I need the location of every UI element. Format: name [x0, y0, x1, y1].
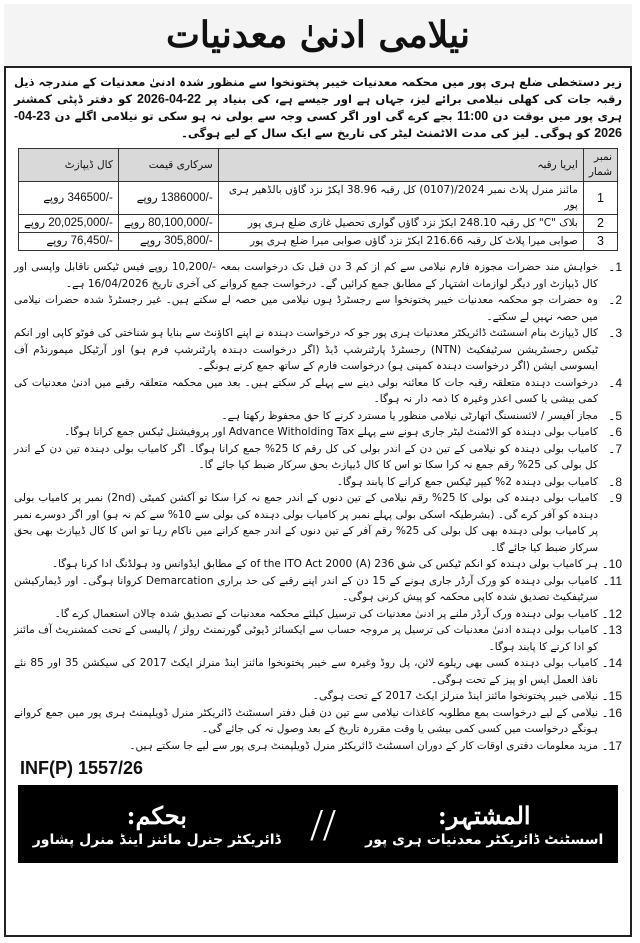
item-text: کامیاب بولی دہندہ ورک آرڈر ملنے پر ادنیٰ معدنیات کی ترسیل کیلئے محکمہ معدنیات کے تصدیق شدہ چالان استعمال کرے گا۔: [54, 607, 598, 620]
cell-deposit: -/20,025,000 روپے: [19, 215, 119, 233]
order-label: بحکم:: [126, 801, 187, 830]
list-item: [14, 738, 622, 755]
item-text: کامیاب بولی دہندہ 2% کیپر ٹیکس جمع کرانے کا پابند ہوگا۔: [336, 475, 598, 488]
list-item: [14, 424, 622, 441]
item-text: نیلامی کے لیے درخواست بمع مطلوبہ کاغذات نیلامی سے تین دن قبل دفتر اسسٹنٹ ڈائریکٹر منرل ڈویلپمنٹ ہری پور میں جمع کروانے ہونگے درخواست میں کسی کمی بیشی یا وقت مقررہ تاریخ کے بعد وصول نہ کی جائے گی۔: [14, 706, 598, 735]
col-price: سرکاری قیمت: [118, 149, 218, 182]
item-text: کامیاب بولی دہندہ کو ورک آرڈر جاری ہونے کے 15 دن کے اندر اپنے رقبے کی حد براری Demarcation کروانا ہوگی۔ اور ڈیمارکیشن سرٹیفکیٹ تصدیق شدہ کاپی محکمہ کو پیش کرنی ہوگی۔: [14, 574, 598, 603]
intro-text: زیر دستخطی ضلع ہری پور میں محکمہ معدنیات خیبر پختونخوا سے منظور شدہ ادنیٰ معدنیات کے مندرجہ ذیل رقبہ جات کی کھلی نیلامی برائے لیز، جہاں ہے اور جیسے ہے، کی بنیاد پر: [14, 75, 622, 106]
notice-title: نیلامی ادنیٰ معدنیات: [4, 4, 632, 68]
cell-price: -/80,100,000 روپے: [118, 215, 218, 233]
signature-box: [18, 785, 618, 863]
cell-area: مائنز منرل پلاٹ نمبر 2024/(0107) کل رقبہ 38.96 ایکڑ نزد گاؤں بالڈھیر ہری پور: [218, 182, 583, 215]
list-item: [14, 441, 622, 474]
item-text: کامیاب بولی دہندہ کو الاٹمنٹ لیٹر جاری ہونے سے پہلے Advance Witholding Tax اور پروفیشنل ٹیکس جمع کرانا ہوگا۔: [64, 426, 598, 438]
list-item: [14, 259, 622, 292]
item-number: 13۔: [601, 623, 622, 637]
item-number: 10۔: [601, 557, 622, 571]
notice-body: [4, 4, 632, 863]
alternate-date: 23-04-2026: [14, 109, 622, 140]
item-number: 4۔: [608, 375, 622, 390]
item-text: کامیاب بولی دہندہ ادنیٰ معدنیات کی ترسیل پر مروجہ حساب سے ایکسائز ڈیوٹی گورنمنٹ رولز / پالیسی کے تحت کمشنریٹ آف مائنز کو ادا کرنے کا پابند ہوگا۔: [14, 624, 598, 653]
cell-price: -/305,800 روپے: [118, 233, 218, 251]
cell-price: -/1386000 روپے: [118, 182, 218, 215]
item-text: کامیاب بولی دہندہ کو نیلامی کے تین دن کے اندر بولی کی کل رقم کا 25% جمع کرانا ہوگا۔ اگر کامیاب بولی دہندہ تین دن کے اندر کل بولی کی 25% رقم جمع نہ کرا سکا تو اس کا کال ڈیپازٹ بحق سرکار ضبط کیا جائے گا۔: [14, 442, 598, 471]
list-item: [14, 474, 622, 491]
plots-table: [18, 148, 618, 251]
list-item: [14, 292, 622, 325]
cell-deposit: -/76,450 روپے: [19, 233, 119, 251]
table-row: [19, 233, 618, 251]
divider-slashes: //: [310, 798, 336, 850]
cell-number: 3: [583, 233, 617, 251]
conditions-list: [14, 259, 622, 754]
table-header-row: [19, 149, 618, 182]
auction-date: 22-04-2026: [137, 92, 201, 106]
item-text: مجاز آفیسر / لائسنسنگ اتھارٹی نیلامی منظور یا مسترد کرنے کا حق محفوظ رکھتا ہے۔: [221, 409, 598, 422]
intro-text: کو دفتر ڈپٹی کمشنر ہری پور میں بوقت دن: [14, 92, 622, 123]
list-item: [14, 655, 622, 688]
item-text: کامیاب بولی دہندہ کی بولی کا 25% رقم نیلامی کے تین دنوں کے اندر جمع نہ کرا سکا تو آکشن کمیٹی (2nd) نمبر پر کامیاب بولی دہندہ کو آفر کرے گی۔ (بشرطیکہ اسکی بولی پہلے نمبر پر کامیاب بولی دہندہ کی بولی سے 10% سے کم نہ ہو) اور اگر دوسرے نمبر پر کامیاب بولی دہندہ بھی کل بولی کی 25% رقم آفر کے تین دنوں کے اندر جمع کرانے میں ناکام رہا تو اس کا کال ڈیپازٹ بھی بحق سرکار ضبط کیا جائے گا۔: [14, 492, 599, 554]
item-number: 9۔: [608, 491, 622, 505]
item-text: کامیاب بولی دہندہ کسی بھی ریلوے لائن، پل روڈ وغیرہ سے خیبر پختونخوا مائنز اینڈ منرلز ایکٹ 2017 کی سیکشن 35 اور 85 نئے نافذ العمل ایس او پیز کے تحت ہوگی۔: [14, 657, 598, 686]
list-item: [14, 622, 622, 655]
list-item: [14, 688, 622, 705]
cell-deposit: -/346500 روپے: [19, 182, 119, 215]
col-number: نمبر شمار: [583, 149, 617, 182]
order-authority: ڈائریکٹر جنرل مائنز اینڈ منرل پشاور: [32, 832, 281, 848]
item-text: ہر کامیاب بولی دہندہ کو انکم ٹیکس کی شق 236 (A) of the ITO Act 2000 کے مطابق ایڈوانس ود ہولڈنگ ادا کرنا ہوگا۔: [51, 558, 598, 570]
item-number: 2۔: [608, 293, 622, 307]
item-number: 7۔: [608, 441, 622, 456]
col-deposit: کال ڈیپازٹ: [19, 149, 119, 182]
advertiser-name: اسسٹنٹ ڈائریکٹر معدنیات ہری پور: [365, 832, 604, 848]
item-number: 8۔: [608, 474, 622, 489]
item-number: 16۔: [601, 705, 622, 720]
item-number: 12۔: [601, 606, 622, 621]
cell-area: بلاک "C" کل رقبہ 248.10 ایکڑ نزد گاؤں گواری تحصیل غازی ضلع ہری پور: [218, 215, 583, 233]
item-number: 3۔: [608, 326, 622, 340]
intro-text: بجے کرے گی اور اگر کسی وجہ سے بولی نہ ہو سکی تو نیلامی اگلے دن: [54, 109, 453, 123]
intro-text: کو ہوگی۔ لیز کی مدت الاٹمنٹ لیٹر کی تاریخ سے ایک سال کے لیے ہوگی۔: [181, 126, 591, 140]
item-text: مزید معلومات دفتری اوقات کار کے دوران اسسٹنٹ ڈائریکٹر منرل ڈویلپمنٹ ہری پور سے لیے جا سکتے ہیں۔: [129, 739, 598, 752]
item-text: کال ڈیپازٹ بنام اسسٹنٹ ڈائریکٹر معدنیات ہری پور جو کہ درخواست دہندہ نے اپنے اکاؤنٹ سے بنایا ہو شناختی کی فوٹو کاپی اور انکم ٹیکس رجسٹریشن سرٹیفکیٹ (NTN) رجسٹرڈ پارٹنرشپ ڈیڈ (اگر درخواست دہندہ پارٹنرشپ فرم ہو) اور آرٹیکل میمورنڈم آف ایسوسی ایشن (اگر درخواست دہندہ کمپنی ہو) درخواست فارم کے ساتھ جمع کرنے ہونگے۔: [14, 327, 598, 372]
item-number: 14۔: [601, 656, 622, 670]
advertiser-label: المشتہر:: [437, 801, 531, 830]
inf-number: INF(P) 1557/26: [20, 758, 144, 778]
item-number: 15۔: [601, 689, 622, 703]
list-item: [14, 375, 622, 408]
list-item: [14, 408, 622, 425]
order-block: [33, 800, 281, 848]
table-row: [19, 182, 618, 215]
advertiser-block: [365, 800, 603, 848]
list-item: [14, 573, 622, 606]
item-number: 5۔: [608, 408, 622, 423]
col-area: ایریا رقبہ: [218, 149, 583, 182]
list-item: [14, 705, 622, 738]
item-number: 11۔: [602, 573, 622, 588]
list-item: [14, 606, 622, 623]
item-number: 6۔: [608, 425, 622, 439]
table-row: [19, 215, 618, 233]
cell-area: صوابی میرا پلاٹ کل رقبہ 216.66 ایکڑ نزد گاؤں صوابی میرا ضلع ہری پور: [218, 233, 583, 251]
item-text: وہ حضرات جو محکمہ معدنیات خیبر پختونخوا سے رجسٹرڈ ہوں نیلامی میں حصہ لے سکتے ہیں۔ غیر رجسٹرڈ شدہ حضرات نیلامی میں حصہ نہیں لے سکتے۔: [14, 294, 598, 323]
item-number: 1۔: [608, 260, 622, 274]
item-number: 17۔: [601, 738, 622, 753]
item-text: نیلامی خیبر پختونخوا مائنز اینڈ منرلز ایکٹ 2017 کے تحت ہوگی۔: [312, 690, 598, 702]
item-text: درخواست دہندہ متعلقہ رقبہ جات کا معائنہ بولی دینے سے پہلے کر سکتے ہیں۔ بعد میں محکمہ متعلقہ رقبے میں ادنیٰ معدنیات کی کمی بیشی یا کسی اعذر وغیرہ کا ذمہ دار نہ ہوگا۔: [14, 376, 598, 405]
list-item: [14, 325, 622, 375]
item-text: خواہش مند حضرات مجوزہ فارم نیلامی سے کم از کم 3 دن قبل تک درخواست بمعہ -/10,200 روپے فیس ٹیکس ناقابل واپسی اور کال ڈیپازٹ اور دیگر لوازمات اشتہار کے مطابق جمع کرائیں گے۔ درخواست جمع کروانے کی آخری تاریخ 16/04/2026 ہے۔: [14, 261, 598, 290]
auction-time: 11:00: [456, 109, 489, 123]
cell-number: 2: [583, 215, 617, 233]
list-item: [14, 556, 622, 573]
list-item: [14, 490, 622, 556]
intro-paragraph: [14, 74, 622, 142]
cell-number: 1: [583, 182, 617, 215]
